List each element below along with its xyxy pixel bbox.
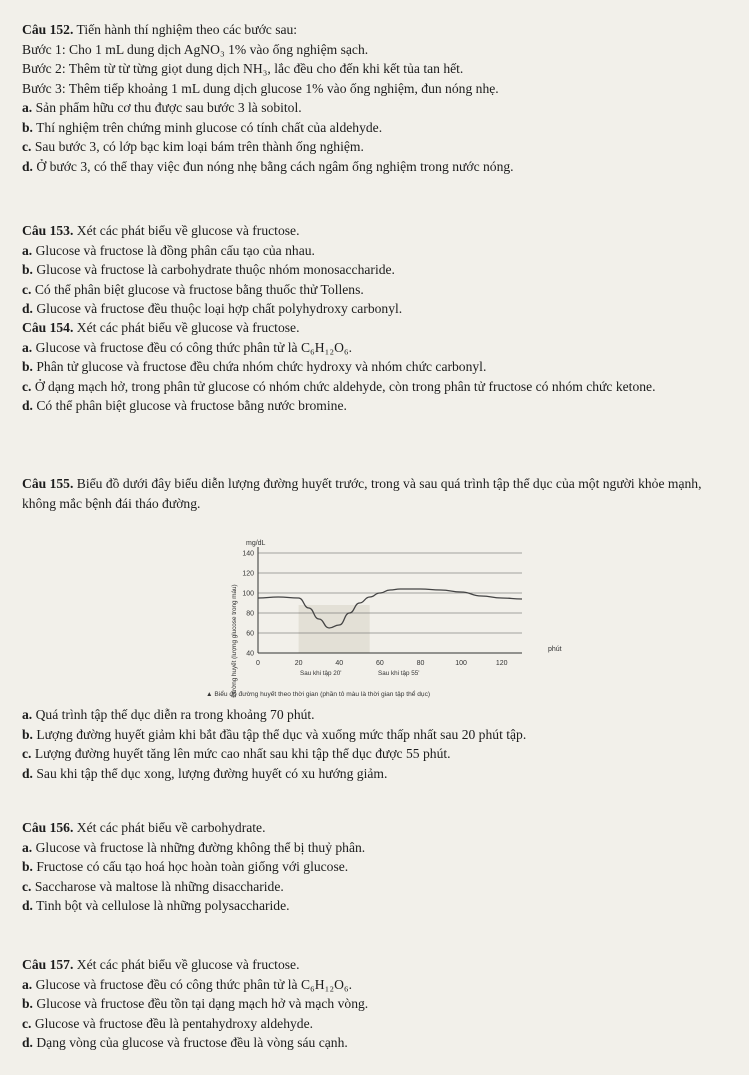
option-text: Thí nghiệm trên chứng minh glucose có tính chất của aldehyde. — [32, 119, 383, 135]
question-title: Câu 153. — [22, 223, 74, 238]
question-stem: Xét các phát biểu về glucose và fructose. — [73, 320, 300, 335]
x-tick-label: 120 — [495, 660, 508, 667]
option-text: Dạng vòng của glucose và fructose đều là vòng sáu cạnh. — [32, 1035, 348, 1050]
question-stem: Xét các phát biểu về glucose và fructose. — [73, 223, 300, 238]
option-letter: b. — [22, 859, 33, 874]
option-text: Ở dạng mạch hở, trong phân tử glucose có nhóm chức aldehyde, còn trong phân tử fructose có nhóm chức ketone. — [31, 378, 656, 394]
option-a — [22, 338, 733, 358]
glucose-series-line — [258, 589, 522, 628]
option-text: Glucose và fructose đều là pentahydroxy aldehyde. — [31, 1015, 314, 1031]
option-c — [22, 1014, 733, 1034]
x-tick-label: 100 — [455, 660, 467, 667]
exercise-shade — [299, 605, 370, 653]
option-a — [22, 241, 733, 261]
option-text: Ở bước 3, có thể thay việc đun nóng nhẹ bằng cách ngâm ống nghiệm trong nước nóng. — [32, 158, 514, 174]
option-text: Glucose và fructose đều tồn tại dạng mạch hở và mạch vòng. — [32, 996, 369, 1011]
y-tick-label: 80 — [246, 610, 254, 618]
option-letter: b. — [22, 359, 33, 374]
option-letter: b. — [22, 726, 33, 742]
option-c — [22, 280, 733, 300]
x-tick-label: 80 — [416, 660, 425, 667]
option-text: Sau bước 3, có lớp bạc kim loại bám trên thành ống nghiệm. — [31, 139, 364, 154]
option-b — [22, 994, 733, 1014]
option-text: Lượng đường huyết tăng lên mức cao nhất sau khi tập thể dục được 55 phút. — [31, 746, 451, 761]
option-letter: d. — [22, 898, 33, 913]
question-152 — [22, 20, 733, 176]
option-letter: a. — [22, 100, 33, 115]
option-d — [22, 1033, 733, 1053]
option-letter: a. — [22, 976, 33, 992]
option-b — [22, 725, 733, 745]
option-b — [22, 260, 733, 280]
step-1: Bước 1: Cho 1 mL dung dịch AgNO₃ 1% vào ống nghiệm sạch. — [22, 41, 369, 57]
option-text: Lượng đường huyết giảm khi bắt đầu tập thể dục và xuống mức thấp nhất sau 20 phút tập. — [32, 726, 527, 742]
option-text: Glucose và fructose đều thuộc loại hợp chất polyhydroxy carbonyl. — [32, 301, 403, 316]
option-text: Glucose và fructose là carbohydrate thuộc nhóm monosaccharide. — [32, 262, 395, 277]
option-text: Phân tử glucose và fructose đều chứa nhóm chức hydroxy và nhóm chức carbonyl. — [32, 359, 487, 374]
x-tick-label: 0 — [256, 660, 260, 667]
option-text: Có thể phân biệt glucose và fructose bằng nước bromine. — [32, 398, 347, 413]
question-title: Câu 152. — [22, 22, 74, 37]
option-text: Sau khi tập thể dục xong, lượng đường huyết có xu hướng giảm. — [32, 765, 388, 781]
option-d — [22, 299, 733, 319]
option-letter: b. — [22, 119, 33, 135]
blood-glucose-chart — [200, 535, 580, 705]
option-b — [22, 357, 733, 377]
option-a — [22, 975, 733, 995]
option-letter: b. — [22, 262, 33, 277]
question-title: Câu 157. — [22, 957, 74, 972]
step-2: Bước 2: Thêm từ từ từng giọt dung dịch NH₃, lắc đều cho đến khi kết tủa tan hết. — [22, 61, 464, 76]
question-title: Câu 155. — [22, 476, 74, 491]
question-153 — [22, 221, 733, 319]
question-156 — [22, 818, 733, 916]
annotation-20: Sau khi tập 20' — [300, 670, 342, 677]
option-text: Fructose có cấu tạo hoá học hoàn toàn giống với glucose. — [32, 859, 349, 874]
x-tick-labels — [256, 660, 508, 667]
option-a — [22, 98, 733, 118]
option-letter: d. — [22, 158, 33, 174]
option-b — [22, 118, 733, 138]
unit-label: mg/dL — [246, 540, 266, 547]
x-tick-label: 60 — [375, 660, 384, 667]
question-stem: Xét các phát biểu về carbohydrate. — [73, 820, 266, 835]
option-text: Saccharose và maltose là những disaccharide. — [31, 878, 284, 894]
option-text: Glucose và fructose là những đường không thể bị thuỷ phân. — [32, 839, 366, 855]
option-c — [22, 744, 733, 764]
option-letter: d. — [22, 1035, 33, 1050]
y-tick-labels — [242, 551, 254, 658]
step-3: Bước 3: Thêm tiếp khoảng 1 mL dung dịch glucose 1% vào ống nghiệm, đun nóng nhẹ. — [22, 80, 499, 96]
x-tick-label: 20 — [294, 660, 303, 667]
option-d — [22, 157, 733, 177]
option-letter: c. — [22, 378, 32, 394]
option-text: Glucose và fructose đều có công thức phân tử là C₆H₁₂O₆. — [32, 976, 353, 992]
question-stem: Biểu đồ dưới đây biểu diễn lượng đường huyết trước, trong và sau quá trình tập thể dục của một người khỏe mạnh, không mắc bệnh đái tháo đường. — [22, 476, 702, 511]
question-154 — [22, 318, 733, 416]
y-tick-label: 100 — [242, 590, 254, 598]
option-text: Sản phẩm hữu cơ thu được sau bước 3 là sobitol. — [32, 100, 302, 115]
option-letter: c. — [22, 1015, 32, 1031]
option-letter: c. — [22, 281, 32, 297]
option-c — [22, 877, 733, 897]
option-d — [22, 764, 733, 784]
option-text: Glucose và fructose là đồng phân cấu tạo của nhau. — [32, 242, 315, 258]
annotation-55: Sau khi tập 55' — [378, 670, 420, 677]
question-title: Câu 154. — [22, 320, 74, 335]
option-letter: d. — [22, 765, 33, 781]
option-b — [22, 857, 733, 877]
option-letter: c. — [22, 878, 32, 894]
y-tick-label: 40 — [246, 650, 254, 658]
x-axis-label: phút — [548, 646, 562, 653]
question-stem: Tiến hành thí nghiệm theo các bước sau: — [73, 22, 298, 37]
option-letter: a. — [22, 707, 33, 722]
option-letter: b. — [22, 996, 33, 1011]
x-tick-label: 40 — [335, 660, 344, 667]
option-c — [22, 377, 733, 397]
chart-gridlines — [258, 553, 522, 633]
chart-svg — [200, 535, 580, 705]
question-157 — [22, 955, 733, 1053]
question-155-options — [22, 705, 733, 783]
question-title: Câu 156. — [22, 820, 74, 835]
option-text: Glucose và fructose đều có công thức phân tử là C₆H₁₂O₆. — [32, 339, 353, 355]
option-text: Tinh bột và cellulose là những polysaccharide. — [32, 898, 290, 913]
y-axis-label: Đường huyết (lượng glucose trong máu) — [231, 584, 238, 698]
option-letter: a. — [22, 242, 33, 258]
option-c — [22, 137, 733, 157]
option-d — [22, 896, 733, 916]
y-tick-label: 60 — [246, 630, 254, 638]
option-letter: a. — [22, 339, 33, 355]
option-letter: d. — [22, 301, 33, 316]
option-d — [22, 396, 733, 416]
question-155 — [22, 474, 733, 513]
option-a — [22, 705, 733, 725]
question-stem: Xét các phát biểu về glucose và fructose. — [73, 957, 300, 972]
option-letter: c. — [22, 139, 32, 154]
option-letter: c. — [22, 746, 32, 761]
option-text: Quá trình tập thế dục diễn ra trong khoảng 70 phút. — [32, 707, 315, 722]
y-tick-label: 140 — [242, 550, 254, 558]
option-letter: a. — [22, 839, 33, 855]
option-text: Có thể phân biệt glucose và fructose bằng thuốc thử Tollens. — [31, 281, 364, 297]
option-a — [22, 838, 733, 858]
option-letter: d. — [22, 398, 33, 413]
y-tick-label: 120 — [242, 570, 254, 578]
chart-caption: ▲ Biểu đồ đường huyết theo thời gian (phần tô màu là thời gian tập thể dục) — [206, 691, 431, 698]
